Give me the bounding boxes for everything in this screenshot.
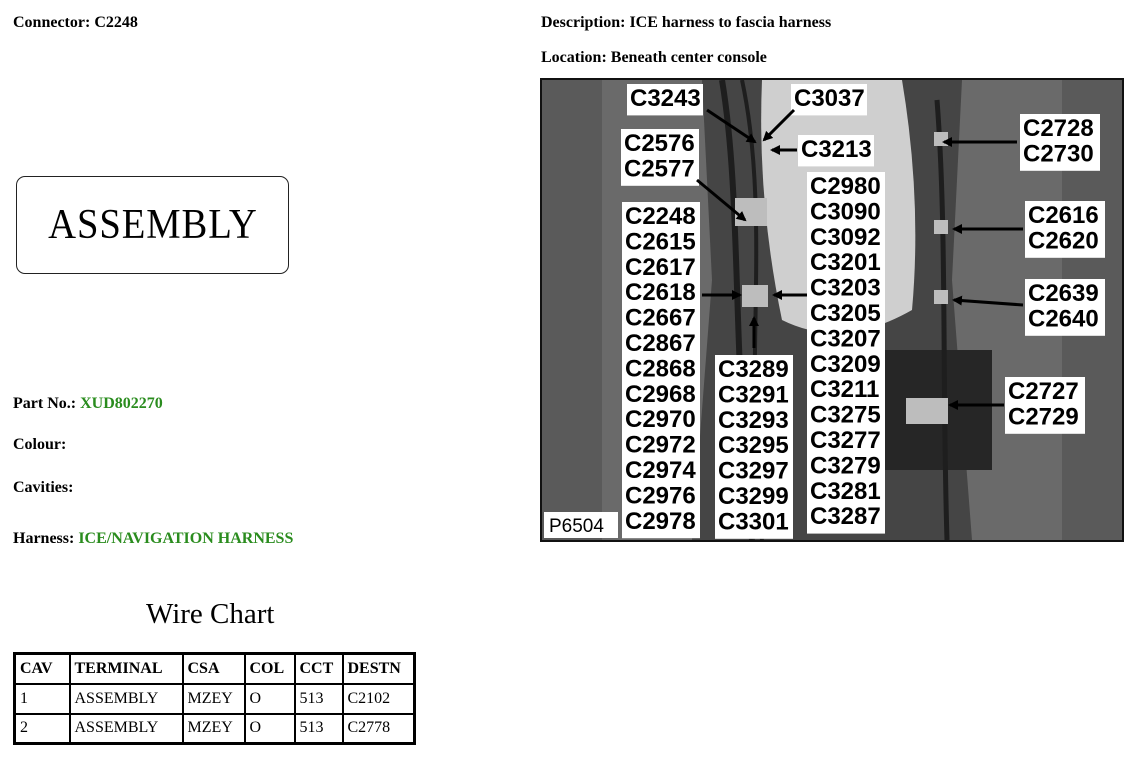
callout-right-column-label: C3277 [810, 427, 881, 454]
callout-left-column-label: C2667 [625, 304, 696, 332]
callout-middle-column-label: C3299 [718, 483, 789, 510]
callout-right-column-label: C2980 [810, 173, 881, 200]
part-no-value: XUD802270 [80, 395, 163, 412]
assembly-text: ASSEMBLY [47, 202, 258, 248]
col-header-cct: CCT [295, 654, 343, 684]
callout-right-column-label: C3279 [810, 452, 881, 480]
col-header-col: COL [245, 654, 295, 684]
description-label: Description: [541, 14, 626, 31]
callout-right-column-label: C3090 [810, 198, 881, 226]
callout-right-column-label: C3201 [810, 249, 881, 277]
description-line [541, 14, 831, 32]
callout-right-column-label: C3205 [810, 300, 881, 327]
callout-left-column-label: C2974 [625, 457, 696, 484]
callout-left-column-label: C2248 [625, 203, 696, 230]
table-row [15, 684, 415, 714]
callout-left-column-label: C2972 [625, 431, 696, 459]
callout-side-pair-label: C2640 [1028, 305, 1099, 333]
wire-chart-table [13, 652, 416, 745]
callout-middle-column-label: C3295 [718, 432, 789, 460]
callout-left-column-label: C2978 [625, 507, 696, 535]
callout-middle-column-label: C3291 [718, 381, 789, 409]
callout-left-column-label: C2976 [625, 482, 696, 510]
harness-line [13, 530, 293, 548]
callout-right-column-label: C3281 [810, 477, 881, 505]
cavities-label: Cavities: [13, 479, 74, 496]
callout-side-pair-label: C2616 [1028, 202, 1099, 229]
harness-label: Harness: [13, 530, 75, 547]
cell-csa: MZEY [183, 714, 245, 744]
cell-csa: MZEY [183, 684, 245, 714]
callout-pair-label: C2576 [624, 130, 695, 157]
wire-chart-title: Wire Chart [146, 598, 275, 630]
callout-side-pair-label: C2620 [1028, 227, 1099, 255]
callout-right-column-label: C3211 [810, 376, 880, 404]
callout-top-left-label: C3243 [630, 85, 701, 112]
callout-right-column-label: C3287 [810, 503, 881, 531]
callout-top-right-label: C3037 [794, 85, 865, 112]
location-photo [540, 78, 1124, 542]
cell-terminal: ASSEMBLY [70, 684, 183, 714]
callout-side-pair-label: C2730 [1023, 140, 1094, 168]
cell-cav: 1 [15, 684, 70, 714]
col-header-terminal: TERMINAL [70, 654, 183, 684]
location-label: Location: [541, 49, 607, 66]
col-header-cav: CAV [15, 654, 70, 684]
callout-side-pair-label: C2727 [1008, 378, 1079, 405]
connector-label: Connector: [13, 14, 91, 31]
cell-col: O [245, 684, 295, 714]
cell-terminal: ASSEMBLY [70, 714, 183, 744]
cell-cav: 2 [15, 714, 70, 744]
cell-cct: 513 [295, 714, 343, 744]
callout-side-pair-label: C2729 [1008, 403, 1079, 431]
callout-left-column-label: C2618 [625, 279, 696, 307]
callout-pair-label: C2577 [624, 155, 695, 183]
callout-right-column-label: C3275 [810, 401, 881, 429]
col-header-destn: DESTN [343, 654, 415, 684]
callout-left-column-label: C2617 [625, 253, 696, 281]
callout-middle-column-label: C3289 [718, 356, 789, 383]
callout-middle-column-label: C3297 [718, 457, 789, 485]
callout-right-column-label: C3203 [810, 274, 881, 302]
cell-cct: 513 [295, 684, 343, 714]
connector-value: C2248 [94, 14, 138, 31]
callout-left-column-label: C2868 [625, 355, 696, 383]
callout-left-column-label: C2970 [625, 406, 696, 434]
callout-middle-column-label: C3293 [718, 406, 789, 434]
photo-number: P6504 [549, 516, 604, 537]
location-value: Beneath center console [610, 49, 767, 66]
part-no-label: Part No.: [13, 395, 77, 412]
callout-right-column-label: C3092 [810, 223, 881, 251]
callout-middle-column-label: C3301 [718, 508, 789, 536]
location-line [541, 49, 767, 67]
callout-side-pair-label: C2728 [1023, 115, 1094, 142]
callout-left-column-label: C2867 [625, 330, 696, 357]
connector-line [13, 14, 138, 32]
callout-left-column-label: C2968 [625, 380, 696, 408]
colour-label: Colour: [13, 436, 67, 453]
assembly-box [16, 176, 289, 274]
callout-right-column-label: C3207 [810, 325, 881, 353]
col-header-csa: CSA [183, 654, 245, 684]
description-value: ICE harness to fascia harness [629, 14, 832, 31]
callout-top-mid-label: C3213 [801, 136, 872, 163]
part-no-line [13, 395, 163, 413]
cell-col: O [245, 714, 295, 744]
cell-destn: C2102 [343, 684, 415, 714]
callout-left-column-label: C2615 [625, 228, 696, 256]
callout-right-column-label: C3209 [810, 350, 881, 378]
table-row [15, 714, 415, 744]
harness-value: ICE/NAVIGATION HARNESS [78, 530, 294, 547]
callout-side-pair-label: C2639 [1028, 280, 1099, 307]
table-header-row [15, 654, 415, 684]
cell-destn: C2778 [343, 714, 415, 744]
